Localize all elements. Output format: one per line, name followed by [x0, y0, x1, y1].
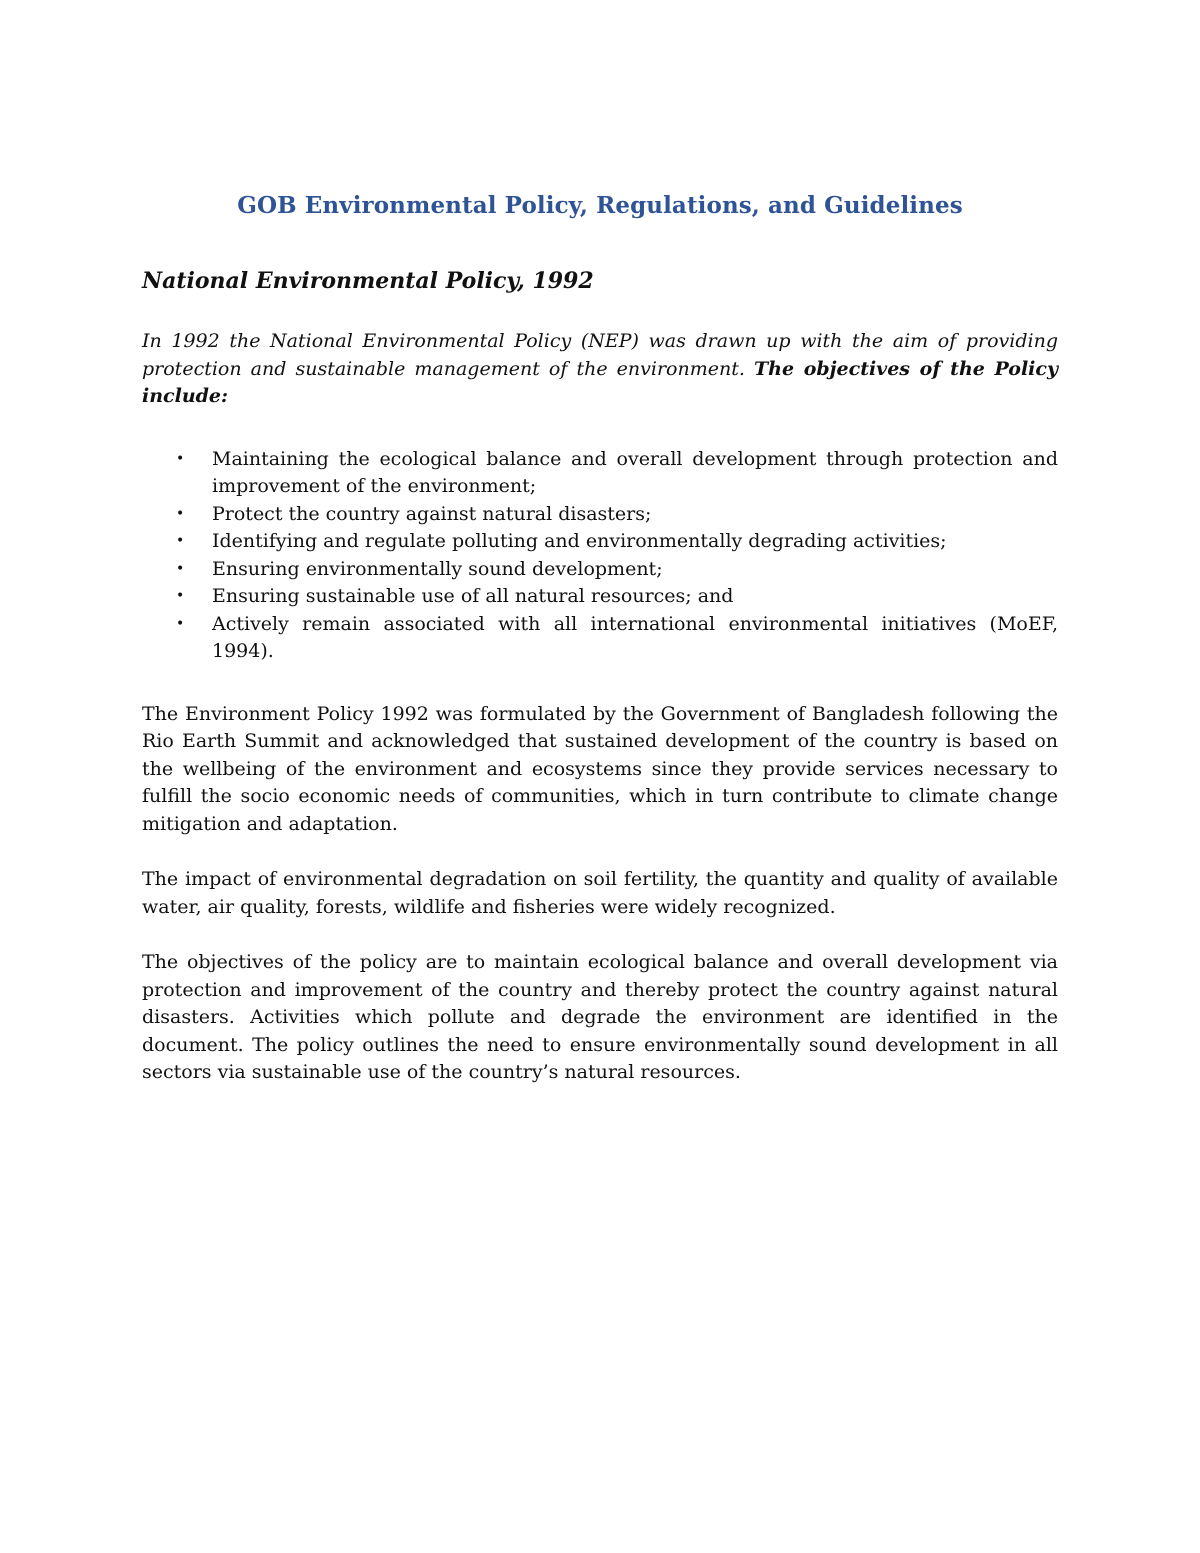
bullet-icon: • — [176, 588, 185, 604]
list-item-text: Protect the country against natural disasters; — [212, 502, 652, 525]
bullet-icon: • — [176, 450, 185, 467]
bullet-icon: • — [176, 560, 185, 577]
bullet-icon: • — [176, 533, 185, 549]
list-item — [142, 556, 1058, 584]
section-heading: National Environmental Policy, 1992 — [142, 268, 594, 294]
list-item-text: Ensuring environmentally sound development; — [212, 557, 663, 580]
list-item — [142, 446, 1058, 501]
intro-text: In 1992 the National Environmental Policy (NEP) was drawn up with the aim of providing protection and sustainable management of the environment. — [142, 330, 1058, 380]
list-item-text: Identifying and regulate polluting and environmentally degrading activities; — [212, 530, 947, 552]
intro-emphasis: The objectives of the Policy include: — [142, 357, 1059, 407]
list-item — [142, 611, 1058, 666]
bullet-icon: • — [176, 615, 185, 632]
list-item — [142, 583, 1058, 611]
list-item — [142, 501, 1058, 529]
objectives-list — [142, 446, 1058, 666]
list-item — [142, 528, 1058, 556]
list-item-text: Actively remain associated with all international environmental initiatives (MoEF, 1994). — [212, 612, 1058, 662]
document-title: GOB Environmental Policy, Regulations, and Guidelines — [237, 192, 963, 219]
list-item-text: Maintaining the ecological balance and overall development through protection and improvement of the environment; — [212, 447, 1058, 497]
intro-paragraph — [142, 328, 1058, 411]
body-paragraph: The impact of environmental degradation on soil fertility, the quantity and quality of available water, air quality, forests, wildlife and fisheries were widely recognized. — [142, 868, 1058, 918]
body-paragraph: The Environment Policy 1992 was formulated by the Government of Bangladesh following the Rio Earth Summit and acknowledged that sustained development of the country is based on the wellbeing of the environment and ecosystems since they provide services necessary to fulfill the socio economic needs of communities, which in turn contribute to climate change mitigation and adaptation. — [142, 702, 1058, 835]
list-item-text: Ensuring sustainable use of all natural resources; and — [212, 585, 734, 607]
bullet-icon: • — [176, 505, 185, 522]
document-page — [142, 190, 1058, 1115]
body-paragraph: The objectives of the policy are to maintain ecological balance and overall development via protection and improvement of the country and thereby protect the country against natural disasters. Activities which pollute and degrade the environment are identified in the document. The policy outlines the need to ensure environmentally sound development in all sectors via sustainable use of the country’s natural resources. — [142, 951, 1058, 1083]
